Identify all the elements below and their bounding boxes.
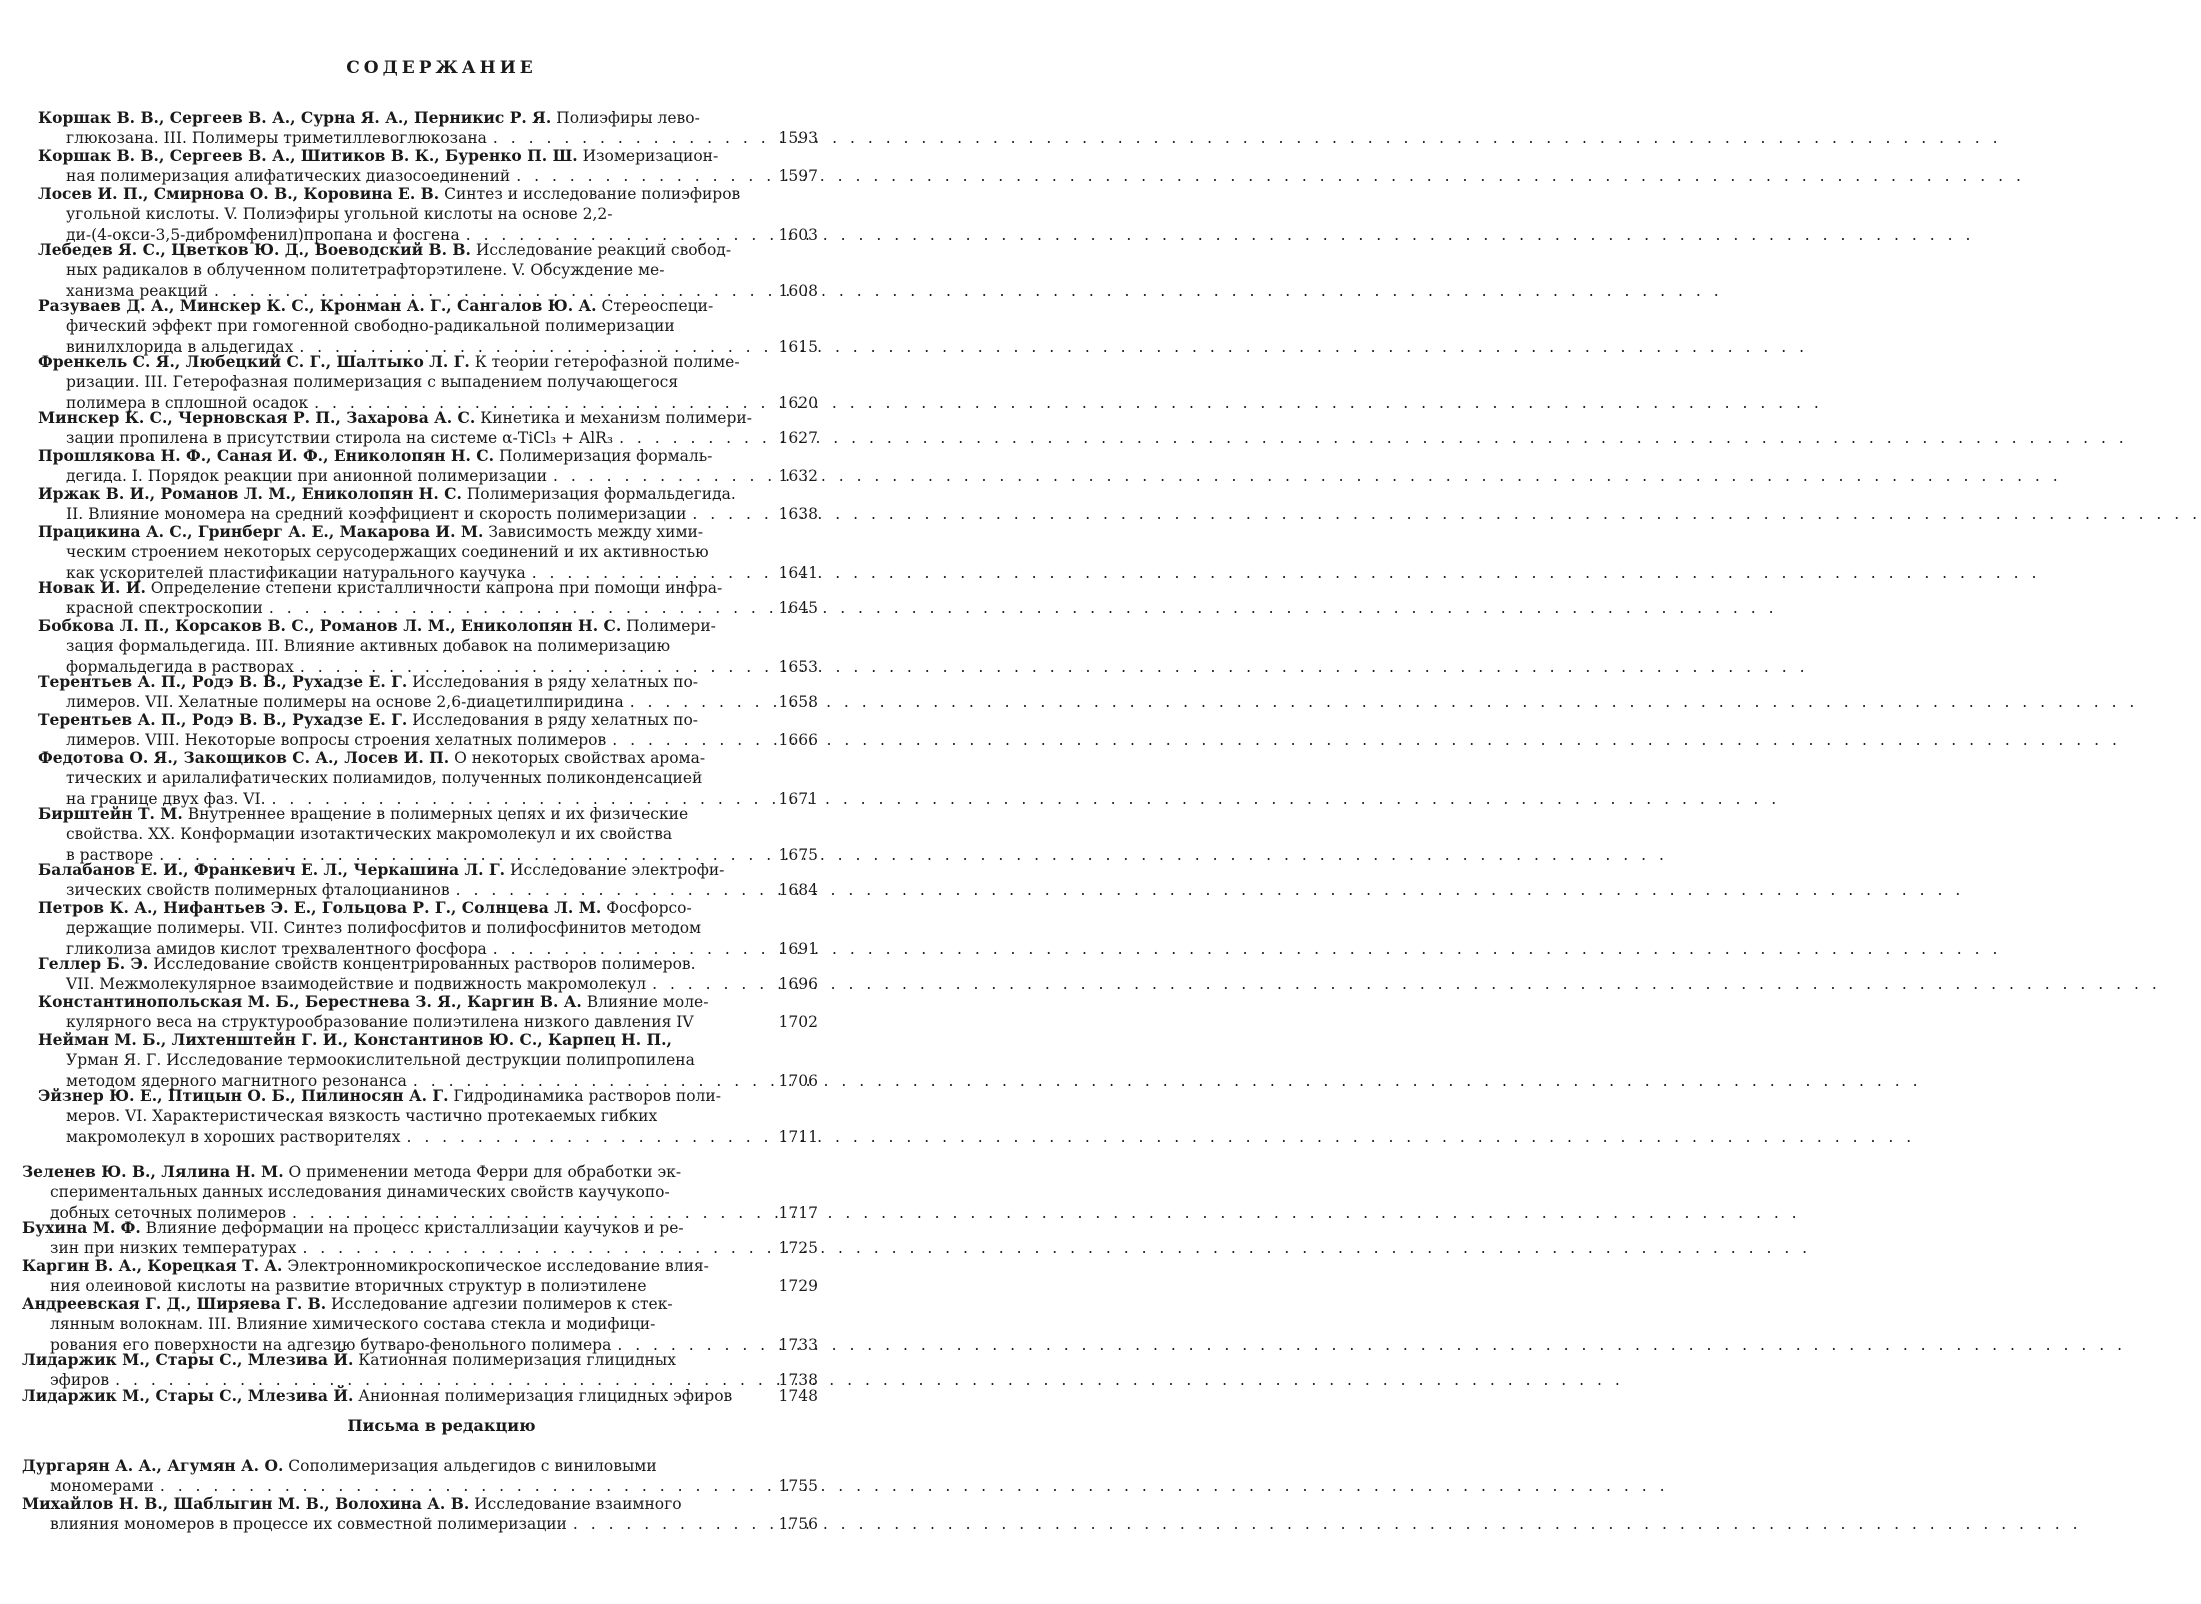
toc-entry: Терентьев А. П., Родэ В. В., Рухадзе Е. Г. Исследования в ряду хелатных по- лимеров. VIII. Некоторые вопросы строения хелатных полимеров . . . 1666 xyxy=(38,710,850,751)
toc-entry: Лосев И. П., Смирнова О. В., Коровина Е. В. Синтез и исследование полиэфиров угольной кислоты. V. Полиэфиры угольной кислоты на основе 2,2- ди-(4-окси-3,5-дибромфенил)пропана и фосгена . . . 1603 xyxy=(38,184,850,245)
toc-entry: Минскер К. С., Черновская Р. П., Захарова А. С. Кинетика и механизм полимери- зации пропилена в присутствии стирола на системе α-TiCl₃ + AlR₃ . . . 1627 xyxy=(38,408,850,449)
toc-entry: Андреевская Г. Д., Ширяева Г. В. Исследование адгезии полимеров к стек- лянным волокнам. III. Влияние химического состава стекла и модифици- рования его поверхности на адгезию бутваро-фенольного полимера . . . 1733 xyxy=(22,1294,850,1355)
toc-entry: Петров К. А., Нифантьев Э. Е., Гольцова Р. Г., Солнцева Л. М. Фосфорсо- держащие полимеры. VII. Синтез полифосфитов и полифосфинитов методом гликолиза амидов кислот трехвалентного фосфора . . . 1691 xyxy=(38,898,850,959)
toc-entry: Каргин В. А., Корецкая Т. А. Электронномикроскопическое исследование влия- ния олеиновой кислоты на развитие вторичных структур в полиэтилене 1729 xyxy=(22,1256,818,1296)
letters-heading: Письма в редакцию xyxy=(347,1416,536,1435)
page-number: 1666 xyxy=(778,731,818,750)
toc-entry: Френкель С. Я., Любецкий С. Г., Шалтыко Л. Г. К теории гетерофазной полиме- ризации. III. Гетерофазная полимеризация с выпадением получающегося полимера в сплошной осадок . . . 1620 xyxy=(38,352,850,413)
page-number: 1638 xyxy=(778,505,818,524)
page-number: 1755 xyxy=(778,1477,818,1496)
toc-entry: Геллер Б. Э. Исследование свойств концентрированных растворов полимеров. VII. Межмолекулярное взаимодействие и подвижность макромолекул . . . 1696 xyxy=(38,954,850,995)
page-number: 1653 xyxy=(778,657,818,676)
page-number: 1711 xyxy=(778,1127,818,1146)
toc-entry: Константинопольская М. Б., Берестнева З. Я., Каргин В. А. Влияние моле- кулярного веса на структурообразование полиэтилена низкого давления IV 1702 xyxy=(38,992,818,1032)
page-number: 1706 xyxy=(778,1071,818,1090)
page-number: 1627 xyxy=(778,429,818,448)
page-number: 1684 xyxy=(778,881,818,900)
page-number: 1593 xyxy=(778,129,818,148)
toc-entry: Бобкова Л. П., Корсаков В. С., Романов Л. М., Ениколопян Н. С. Полимери- зация формальдегида. III. Влияние активных добавок на полимеризацию формальдегида в растворах . . . 1653 xyxy=(38,616,850,677)
page-number: 1702 xyxy=(778,1013,818,1032)
page-number: 1696 xyxy=(778,975,818,994)
toc-entry: Бирштейн Т. М. Внутреннее вращение в полимерных цепях и их физические свойства. XX. Конформации изотактических макромолекул и их свойства в растворе . . . 1675 xyxy=(38,804,850,865)
toc-entry: Нейман М. Б., Лихтенштейн Г. И., Константинов Ю. С., Карпец Н. П., Урман Я. Г. Исследование термоокислительной деструкции полипропилена методом ядерного магнитного резонанса . . . 1706 xyxy=(38,1030,850,1091)
page-number: 1725 xyxy=(778,1239,818,1258)
toc-entry: Михайлов Н. В., Шаблыгин М. В., Волохина А. В. Исследование взаимного влияния мономеров в процессе их совместной полимеризации . . . 1756 xyxy=(22,1494,850,1535)
page-number: 1658 xyxy=(778,693,818,712)
toc-entry: Лидаржик М., Стары С., Млезива Й. Катионная полимеризация глицидных эфиров . . . 1738 xyxy=(22,1350,850,1391)
page-number: 1615 xyxy=(778,337,818,356)
page-number: 1608 xyxy=(778,281,818,300)
toc-entry: Новак И. И. Определение степени кристалличности капрона при помощи инфра- красной спектроскопии . . . 1645 xyxy=(38,578,850,619)
toc-entry: Балабанов Е. И., Франкевич Е. Л., Черкашина Л. Г. Исследование электрофи- зических свойств полимерных фталоцианинов . . . 1684 xyxy=(38,860,850,901)
page-number: 1729 xyxy=(778,1277,818,1296)
page-number: 1738 xyxy=(778,1371,818,1390)
page-number: 1748 xyxy=(778,1387,818,1405)
toc-entry: Разуваев Д. А., Минскер К. С., Кронман А. Г., Сангалов Ю. А. Стереоспеци- фический эффект при гомогенной свободно-радикальной полимеризации винилхлорида в альдегидах . . . 1615 xyxy=(38,296,850,357)
page-number: 1632 xyxy=(778,467,818,486)
toc-entry: Прошлякова Н. Ф., Саная И. Ф., Ениколопян Н. С. Полимеризация формаль- дегида. I. Порядок реакции при анионной полимеризации . . . 1632 xyxy=(38,446,850,487)
toc-entry: Эйзнер Ю. Е., Птицын О. Б., Пилиносян А. Г. Гидродинамика растворов поли- меров. VI. Характеристическая вязкость частично протекаемых гибких макромолекул в хороших растворителях . . . 1711 xyxy=(38,1086,850,1147)
toc-entry: Зеленев Ю. В., Лялина Н. М. О применении метода Ферри для обработки эк- спериментальных данных исследования динамических свойств каучукопо- добных сеточных полимеров . . . 1717 xyxy=(22,1162,850,1223)
page-number: 1756 xyxy=(778,1515,818,1534)
page-number: 1620 xyxy=(778,393,818,412)
page-number: 1597 xyxy=(778,167,818,186)
toc-entry: Лидаржик М., Стары С., Млезива Й. Анионная полимеризация глицидных эфиров 1748 xyxy=(22,1386,818,1405)
toc-entry: Бухина М. Ф. Влияние деформации на процесс кристаллизации каучуков и ре- зин при низких температурах . . . 1725 xyxy=(22,1218,850,1259)
page-number: 1733 xyxy=(778,1335,818,1354)
toc-entry: Працикина А. С., Гринберг А. Е., Макарова И. М. Зависимость между хими- ческим строением некоторых серусодержащих соединений и их активностью как ускорителей пластификации натурального каучука . . . 1641 xyxy=(38,522,850,583)
toc-entry: Коршак В. В., Сергеев В. А., Шитиков В. К., Буренко П. Ш. Изомеризацион- ная полимеризация алифатических диазосоединений . . . 1597 xyxy=(38,146,850,187)
toc-entry: Коршак В. В., Сергеев В. А., Сурна Я. А., Перникис Р. Я. Полиэфиры лево- глюкозана. III. Полимеры триметиллевоглюкозана . . . 1593 xyxy=(38,108,850,149)
page-number: 1645 xyxy=(778,599,818,618)
page-number: 1671 xyxy=(778,789,818,808)
page-number: 1603 xyxy=(778,225,818,244)
toc-entry: Терентьев А. П., Родэ В. В., Рухадзе Е. Г. Исследования в ряду хелатных по- лимеров. VII. Хелатные полимеры на основе 2,6-диацетилпиридина . . . 1658 xyxy=(38,672,850,713)
toc-entry: Лебедев Я. С., Цветков Ю. Д., Воеводский В. В. Исследование реакций свобод- ных радикалов в облученном политетрафторэтилене. V. Обсуждение ме- ханизма реакций . . . 1608 xyxy=(38,240,850,301)
page-number: 1675 xyxy=(778,845,818,864)
contents-heading: СОДЕРЖАНИЕ xyxy=(346,58,537,78)
toc-entry: Иржак В. И., Романов Л. М., Ениколопян Н. С. Полимеризация формальдегида. II. Влияние мономера на средний коэффициент и скорость полимеризации . . . 1638 xyxy=(38,484,850,525)
page-number: 1717 xyxy=(778,1203,818,1222)
toc-entry: Дургарян А. А., Агумян А. О. Сополимеризация альдегидов с виниловыми мономерами . . . 1755 xyxy=(22,1456,850,1497)
page-number: 1691 xyxy=(778,939,818,958)
toc-entry: Федотова О. Я., Закощиков С. А., Лосев И. П. О некоторых свойствах арома- тических и арилалифатических полиамидов, полученных поликонденсацией на границе двух фаз. VI. . . . 1671 xyxy=(38,748,850,809)
page-number: 1641 xyxy=(778,563,818,582)
